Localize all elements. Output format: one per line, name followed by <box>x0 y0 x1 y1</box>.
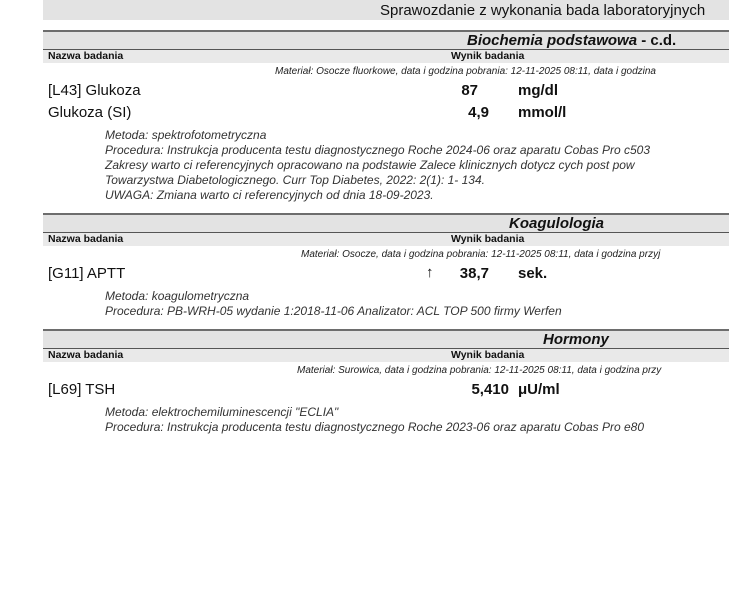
result-row <box>43 379 729 401</box>
test-value: 4,9 <box>468 104 489 121</box>
column-header-row <box>43 232 729 246</box>
report-title: Sprawozdanie z wykonania bada laboratoryjnych <box>380 2 706 19</box>
test-name: [L43] Glukoza <box>48 82 141 99</box>
note-line: Metoda: elektrochemiluminescencji "ECLIA" <box>105 405 339 419</box>
material-text: Materiał: Osocze fluorkowe, data i godzina pobrania: 12-11-2025 08:11, data i godzina <box>275 66 656 77</box>
note-line: Metoda: koagulometryczna <box>105 289 250 303</box>
material-info <box>43 246 729 263</box>
test-unit: mmol/l <box>518 104 567 121</box>
material-text: Materiał: Osocze, data i godzina pobrania: 12-11-2025 08:11, data i godzina przyj <box>301 249 661 260</box>
section-title-text: Biochemia podstawowa <box>467 32 638 49</box>
note-line: Procedura: Instrukcja producenta testu diagnostycznego Roche 2023-06 oraz aparatu Cobas Pro e80 <box>105 420 645 434</box>
column-header-result: Wynik badania <box>451 233 525 245</box>
section-hormony <box>43 329 729 435</box>
note-line: Procedura: PB-WRH-05 wydanie 1:2018-11-06 Analizator: ACL TOP 500 firmy Werfen <box>105 304 562 318</box>
method-notes <box>43 285 729 319</box>
column-header-name: Nazwa badania <box>48 50 124 62</box>
section-title-bar <box>43 329 729 348</box>
result-row <box>43 263 729 285</box>
section-title <box>509 215 604 232</box>
material-text: Materiał: Surowica, data i godzina pobrania: 12-11-2025 08:11, data i godzina przy <box>297 365 662 376</box>
section-biochemia <box>43 30 729 203</box>
note-line: Zakresy warto ci referencyjnych opracowano na podstawie Zalece klinicznych dotycz cych post pow <box>105 158 635 172</box>
column-header-row <box>43 49 729 63</box>
column-header-result: Wynik badania <box>451 349 525 361</box>
test-name: Glukoza (SI) <box>48 104 132 121</box>
test-unit: mg/dl <box>518 82 558 99</box>
section-title <box>543 331 609 348</box>
arrow-up-icon: ↑ <box>426 264 434 281</box>
note-line: Metoda: spektrofotometryczna <box>105 128 267 142</box>
report-page <box>43 0 729 435</box>
report-header <box>43 0 729 20</box>
column-header-row <box>43 348 729 362</box>
test-value: 38,7 <box>459 265 489 282</box>
test-name: [G11] APTT <box>48 265 126 282</box>
material-info <box>43 63 729 80</box>
section-title-suffix: - c.d. <box>637 32 677 49</box>
method-notes <box>43 401 729 435</box>
note-line: Procedura: Instrukcja producenta testu diagnostycznego Roche 2024-06 oraz aparatu Cobas Pro c503 <box>105 143 651 157</box>
material-info <box>43 362 729 379</box>
result-row <box>43 102 729 124</box>
section-title-bar <box>43 30 729 49</box>
test-value: 5,410 <box>471 381 509 398</box>
column-header-result: Wynik badania <box>451 50 525 62</box>
column-header-name: Nazwa badania <box>48 349 124 361</box>
method-notes <box>43 124 729 203</box>
note-line: UWAGA: Zmiana warto ci referencyjnych od dnia 18-09-2023. <box>105 188 434 202</box>
test-unit: sek. <box>518 265 548 282</box>
column-header-name: Nazwa badania <box>48 233 124 245</box>
section-title-bar <box>43 213 729 232</box>
section-title <box>467 32 676 49</box>
test-value: 87 <box>461 82 478 99</box>
section-title-text: Hormony <box>543 331 609 348</box>
test-name: [L69] TSH <box>48 381 116 398</box>
section-title-text: Koagulologia <box>509 215 604 232</box>
test-unit: μU/ml <box>518 381 560 398</box>
note-line: Towarzystwa Diabetologicznego. Curr Top Diabetes, 2022: 2(1): 1- 134. <box>105 173 485 187</box>
result-row <box>43 80 729 102</box>
section-koagulologia <box>43 213 729 319</box>
